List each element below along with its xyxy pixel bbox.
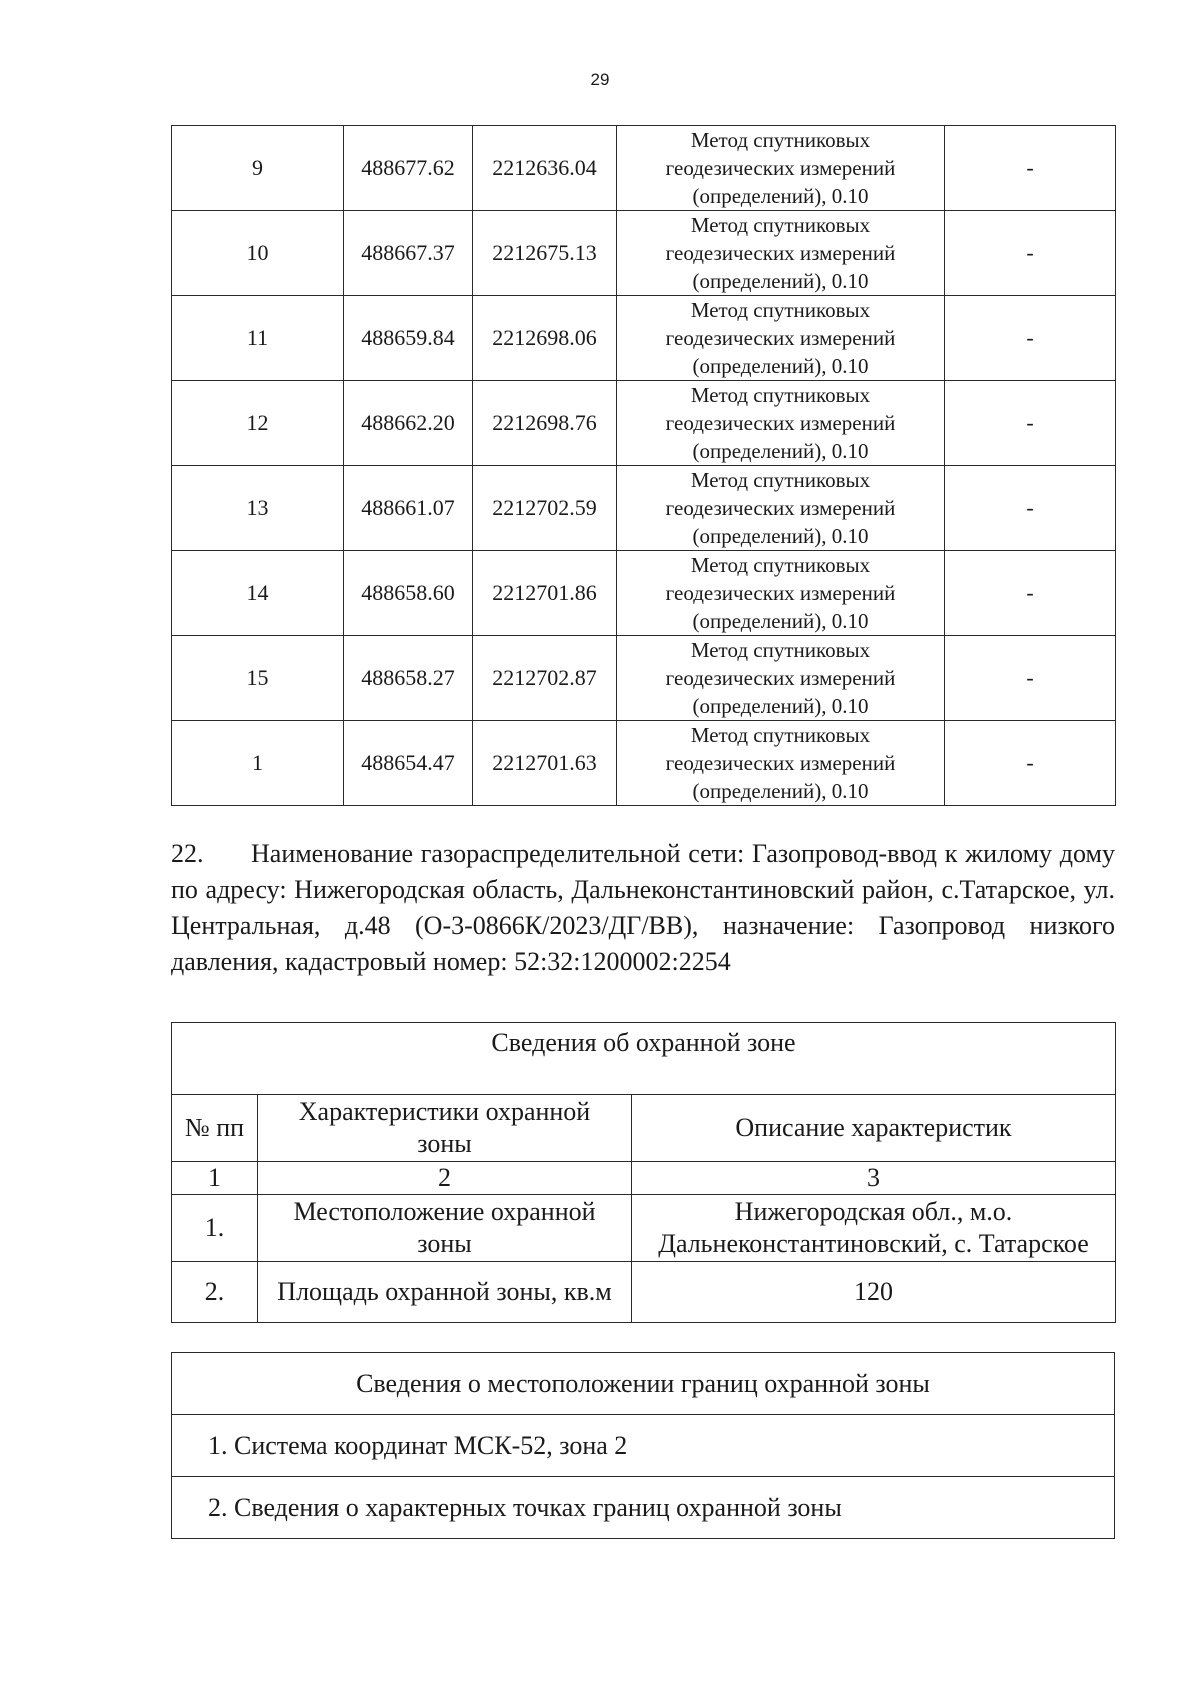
method-cell: Метод спутниковых геодезических измерений (определений), 0.10 bbox=[617, 636, 945, 721]
coord-y: 2212701.63 bbox=[473, 721, 617, 806]
zone-table-title: Сведения об охранной зоне bbox=[172, 1023, 1116, 1095]
row-description: Нижегородская обл., м.о. Дальнеконстантиновский, с. Татарское bbox=[632, 1195, 1116, 1262]
zone-info-table bbox=[171, 1022, 1116, 1323]
coordinates-table bbox=[171, 125, 1116, 806]
coord-x: 488654.47 bbox=[344, 721, 473, 806]
extra-cell: - bbox=[945, 126, 1116, 211]
method-cell: Метод спутниковых геодезических измерений (определений), 0.10 bbox=[617, 466, 945, 551]
page-number: 29 bbox=[590, 70, 610, 89]
table-row bbox=[172, 126, 1116, 211]
point-number: 15 bbox=[172, 636, 344, 721]
method-cell: Метод спутниковых геодезических измерений (определений), 0.10 bbox=[617, 551, 945, 636]
point-number: 13 bbox=[172, 466, 344, 551]
row-characteristic: Площадь охранной зоны, кв.м bbox=[258, 1262, 632, 1323]
table-row bbox=[172, 1195, 1116, 1262]
extra-cell: - bbox=[945, 296, 1116, 381]
boundary-table-title: Сведения о местоположении границ охранной зоны bbox=[172, 1353, 1115, 1415]
column-index: 2 bbox=[258, 1162, 632, 1195]
table-row bbox=[172, 211, 1116, 296]
extra-cell: - bbox=[945, 636, 1116, 721]
coord-y: 2212636.04 bbox=[473, 126, 617, 211]
table-row bbox=[172, 296, 1116, 381]
table-row bbox=[172, 721, 1116, 806]
coord-x: 488662.20 bbox=[344, 381, 473, 466]
header-description: Описание характеристик bbox=[632, 1095, 1116, 1162]
method-cell: Метод спутниковых геодезических измерений (определений), 0.10 bbox=[617, 296, 945, 381]
table-row bbox=[172, 466, 1116, 551]
row-num: 2. bbox=[172, 1262, 258, 1323]
point-number: 14 bbox=[172, 551, 344, 636]
coord-x: 488677.62 bbox=[344, 126, 473, 211]
coord-x: 488661.07 bbox=[344, 466, 473, 551]
table-row bbox=[172, 551, 1116, 636]
method-cell: Метод спутниковых геодезических измерений (определений), 0.10 bbox=[617, 126, 945, 211]
extra-cell: - bbox=[945, 211, 1116, 296]
coord-y: 2212698.76 bbox=[473, 381, 617, 466]
extra-cell: - bbox=[945, 466, 1116, 551]
section-paragraph bbox=[171, 836, 1115, 980]
method-cell: Метод спутниковых геодезических измерений (определений), 0.10 bbox=[617, 211, 945, 296]
paragraph-number: 22. bbox=[171, 839, 204, 868]
coord-x: 488667.37 bbox=[344, 211, 473, 296]
coord-y: 2212701.86 bbox=[473, 551, 617, 636]
point-number: 12 bbox=[172, 381, 344, 466]
column-index: 3 bbox=[632, 1162, 1116, 1195]
extra-cell: - bbox=[945, 381, 1116, 466]
point-number: 10 bbox=[172, 211, 344, 296]
point-number: 9 bbox=[172, 126, 344, 211]
table-row bbox=[172, 381, 1116, 466]
header-characteristics: Характеристики охранной зоны bbox=[258, 1095, 632, 1162]
coord-x: 488658.60 bbox=[344, 551, 473, 636]
point-number: 11 bbox=[172, 296, 344, 381]
extra-cell: - bbox=[945, 551, 1116, 636]
coord-y: 2212675.13 bbox=[473, 211, 617, 296]
list-item: 2. Сведения о характерных точках границ охранной зоны bbox=[172, 1477, 1115, 1539]
header-num: № пп bbox=[172, 1095, 258, 1162]
table-row bbox=[172, 1262, 1116, 1323]
list-item: 1. Система координат МСК-52, зона 2 bbox=[172, 1415, 1115, 1477]
row-num: 1. bbox=[172, 1195, 258, 1262]
coord-y: 2212702.87 bbox=[473, 636, 617, 721]
coord-y: 2212698.06 bbox=[473, 296, 617, 381]
column-index: 1 bbox=[172, 1162, 258, 1195]
row-characteristic: Местоположение охранной зоны bbox=[258, 1195, 632, 1262]
table-row bbox=[172, 636, 1116, 721]
row-description: 120 bbox=[632, 1262, 1116, 1323]
paragraph-text: Наименование газораспределительной сети: Газопровод-ввод к жилому дому по адресу: Нижегородская область, Дальнеконстантиновский район, с.Татарское, ул. Центральная, д.48 (О-3-0866К/2023/ДГ/ВВ), назначение: Газопровод низкого давления, кадастровый номер: 52:32:1200002:2254 bbox=[171, 839, 1115, 976]
coord-y: 2212702.59 bbox=[473, 466, 617, 551]
point-number: 1 bbox=[172, 721, 344, 806]
extra-cell: - bbox=[945, 721, 1116, 806]
coord-x: 488658.27 bbox=[344, 636, 473, 721]
coord-x: 488659.84 bbox=[344, 296, 473, 381]
boundary-info-table bbox=[171, 1352, 1115, 1539]
method-cell: Метод спутниковых геодезических измерений (определений), 0.10 bbox=[617, 721, 945, 806]
method-cell: Метод спутниковых геодезических измерений (определений), 0.10 bbox=[617, 381, 945, 466]
